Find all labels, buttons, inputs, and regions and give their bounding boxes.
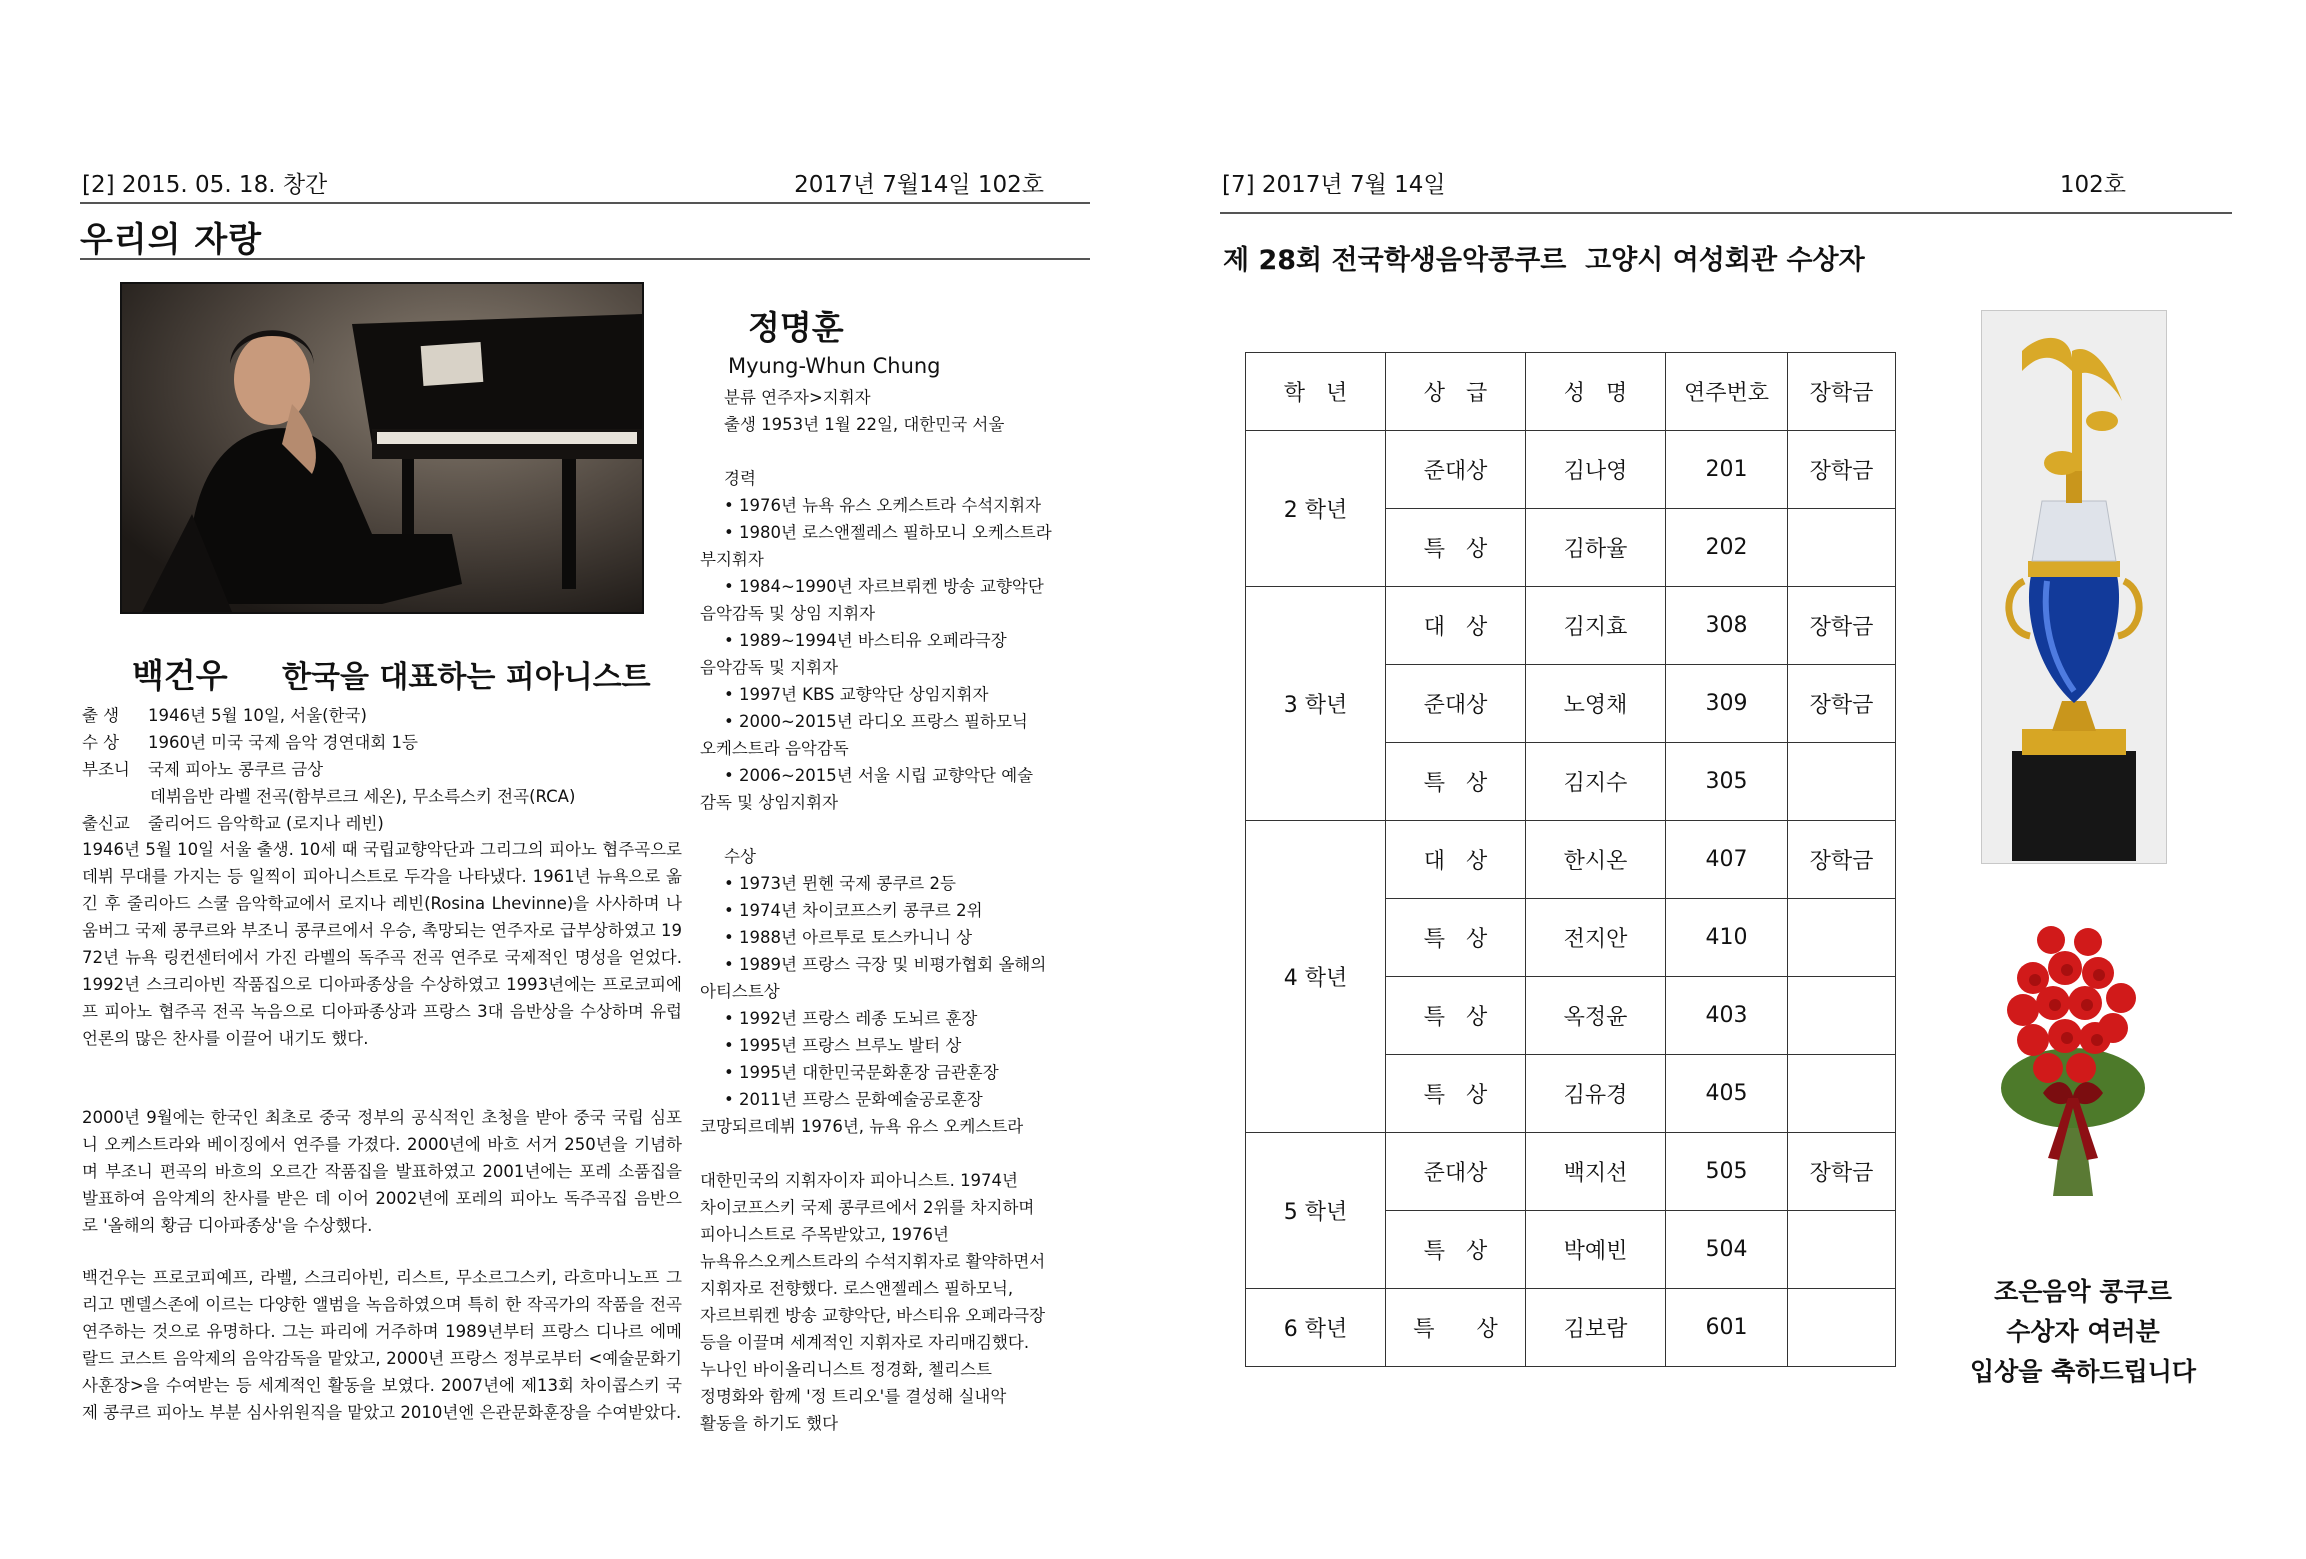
right-header-issue: 102호 xyxy=(2059,172,2126,198)
award-cell: 특 상 xyxy=(1386,899,1526,977)
congrats-line-2: 수상자 여러분 xyxy=(2006,1317,2160,1346)
info-row-debut: 데뷔음반 라벨 전곡(함부르크 세온), 무소륵스키 전곡(RCA) xyxy=(150,787,576,806)
scholarship-cell: 장학금 xyxy=(1788,1133,1896,1211)
name-cell: 한시온 xyxy=(1526,821,1666,899)
table-header-row xyxy=(1246,353,1896,431)
table-row xyxy=(1246,587,1896,665)
table-header-cell: 성 명 xyxy=(1526,353,1666,431)
table-row xyxy=(1246,821,1896,899)
bio-line: 지휘자로 전향했다. 로스앤젤레스 필하모닉, xyxy=(700,1279,1014,1298)
table-header-cell: 상 급 xyxy=(1386,353,1526,431)
name-cell: 노영채 xyxy=(1526,665,1666,743)
name-cell: 김지수 xyxy=(1526,743,1666,821)
scholarship-cell: 장학금 xyxy=(1788,821,1896,899)
career-list xyxy=(700,492,1080,816)
conductor-profile xyxy=(700,384,1080,1437)
grade-cell: 4 학년 xyxy=(1246,821,1386,1133)
name-cell: 김지효 xyxy=(1526,587,1666,665)
name-cell: 백지선 xyxy=(1526,1133,1666,1211)
conductor-debut: 코망되르데뷔 1976년, 뉴욕 유스 오케스트라 xyxy=(700,1117,1024,1136)
pianist-paragraph-1: 1946년 5월 10일 서울 출생. 10세 때 국립교향악단과 그리그의 피아노 협주곡으로 데뷔 무대를 가지는 등 일찍이 피아니스트로 두각을 나타냈다. 1961년 뉴욕으로 옮긴 후 줄리아드 스쿨 음악학교에서 로지나 레빈(Rosina Lhevinne)을 사사하며 나움버그 국제 콩쿠르와 부조니 콩쿠르에서 우승, 촉망되는 연주자로 급부상하였고 1972년 뉴욕 링컨센터에서 가진 라벨의 독주곡 전곡 연주로 국제적인 명성을 얻었다. 1992년 스크리아빈 작품집으로 디아파종상을 수상하였고 1993년에는 프로코피에프 피아노 협주곡 전곡 녹음으로 디아파종상과 프랑스 3대 음반상을 수상하며 유럽 언론의 많은 찬사를 이끌어 내기도 했다. xyxy=(82,840,682,1048)
award-item: • 1992년 프랑스 레종 도뇌르 훈장 xyxy=(724,1009,978,1028)
name-cell: 김보람 xyxy=(1526,1289,1666,1367)
scholarship-cell xyxy=(1788,1211,1896,1289)
congratulations-message xyxy=(1933,1272,2233,1392)
award-cell: 대 상 xyxy=(1386,821,1526,899)
conductor-birth: 출생 1953년 1월 22일, 대한민국 서울 xyxy=(724,415,1005,434)
grade-cell: 5 학년 xyxy=(1246,1133,1386,1289)
bio-line: 뉴욕유스오케스트라의 수석지휘자로 활약하면서 xyxy=(700,1252,1046,1271)
pianist-info xyxy=(82,702,682,837)
award-cell: 특 상 xyxy=(1386,1289,1526,1367)
bio-line: 자르브뤼켄 방송 교향악단, 바스티유 오페라극장 xyxy=(700,1306,1046,1325)
number-cell: 305 xyxy=(1666,743,1788,821)
table-header-cell: 연주번호 xyxy=(1666,353,1788,431)
conductor-bio xyxy=(700,1167,1080,1437)
pianist-paragraph-2: 2000년 9월에는 한국인 최초로 중국 정부의 공식적인 초청을 받아 중국 국립 심포니 오케스트라와 베이징에서 연주를 가졌다. 2000년에 바흐 서거 250년을 기념하며 부조니 편곡의 바흐의 오르간 작품집을 발표하였고 2001년에는 포레 소품집을 발표하여 음악계의 찬사를 받은 데 이어 2002년에 포레의 피아노 독주곡집 음반으로 '올해의 황금 디아파종상'을 수상했다. xyxy=(82,1108,682,1235)
left-header-date: [2] 2015. 05. 18. 창간 xyxy=(82,172,328,198)
table-row xyxy=(1246,1289,1896,1367)
award-item: • 1989년 프랑스 극장 및 비평가협회 올해의 xyxy=(724,955,1047,974)
name-cell: 박예빈 xyxy=(1526,1211,1666,1289)
scholarship-cell xyxy=(1788,509,1896,587)
right-header-date: [7] 2017년 7월 14일 xyxy=(1222,172,1446,198)
number-cell: 410 xyxy=(1666,899,1788,977)
award-cell: 대 상 xyxy=(1386,587,1526,665)
award-item: • 1988년 아르투로 토스카니니 상 xyxy=(724,928,973,947)
number-cell: 504 xyxy=(1666,1211,1788,1289)
congrats-line-1: 조은음악 콩쿠르 xyxy=(1994,1277,2172,1306)
trophy-image xyxy=(1981,310,2167,864)
career-item: • 1989~1994년 바스티유 오페라극장 xyxy=(724,631,1007,650)
right-page xyxy=(1153,0,2306,1559)
career-item: • 2006~2015년 서울 시립 교향악단 예술 xyxy=(724,766,1034,785)
conductor-name: 정명훈 xyxy=(748,308,844,347)
career-item: • 1980년 로스앤젤레스 필하모니 오케스트라 xyxy=(724,523,1052,542)
number-cell: 407 xyxy=(1666,821,1788,899)
grade-cell: 3 학년 xyxy=(1246,587,1386,821)
pianist-paragraph-3: 백건우는 프로코피예프, 라벨, 스크리아빈, 리스트, 무소르그스키, 라흐마니노프 그리고 멘델스존에 이르는 다양한 앨범을 녹음하였으며 특히 한 작곡가의 작품을 전곡 연주하는 것으로 유명하다. 그는 파리에 거주하며 1989년부터 프랑스 디나르 에메랄드 코스트 음악제의 음악감독을 맡았고, 2000년 프랑스 정부로부터 <예술문화기사훈장>을 수여받는 등 세계적인 활동을 보였다. 2007년에 제13회 차이콥스키 국제 콩쿠르 피아노 부분 심사위원직을 맡았고 2010년엔 은관문화훈장을 수여받았다. xyxy=(82,1268,682,1422)
award-cell: 특 상 xyxy=(1386,509,1526,587)
section-title: 우리의 자랑 xyxy=(80,212,1090,260)
award-item: • 1995년 대한민국문화훈장 금관훈장 xyxy=(724,1063,999,1082)
pianist-name: 백건우 xyxy=(132,656,228,695)
bio-line: 활동을 하기도 했다 xyxy=(700,1414,839,1433)
award-item: • 1974년 차이코프스키 콩쿠르 2위 xyxy=(724,901,983,920)
scholarship-cell: 장학금 xyxy=(1788,587,1896,665)
award-item: • 1973년 뮌헨 국제 콩쿠르 2등 xyxy=(724,874,956,893)
number-cell: 405 xyxy=(1666,1055,1788,1133)
career-item: 감독 및 상임지휘자 xyxy=(700,793,839,812)
award-cell: 특 상 xyxy=(1386,977,1526,1055)
bio-line: 대한민국의 지휘자이자 피아니스트. 1974년 xyxy=(700,1171,1018,1190)
name-cell: 김유경 xyxy=(1526,1055,1666,1133)
scholarship-cell xyxy=(1788,977,1896,1055)
competition-title: 제 28회 전국학생음악콩쿠르 고양시 여성회관 수상자 xyxy=(1223,245,1865,276)
congrats-line-3: 입상을 축하드립니다 xyxy=(1969,1357,2197,1386)
bio-line: 누나인 바이올리니스트 정경화, 첼리스트 xyxy=(700,1360,992,1379)
awards-label: 수상 xyxy=(724,847,756,866)
scholarship-cell xyxy=(1788,743,1896,821)
award-cell: 준대상 xyxy=(1386,665,1526,743)
award-item: • 1995년 프랑스 브루노 발터 상 xyxy=(724,1036,962,1055)
number-cell: 309 xyxy=(1666,665,1788,743)
career-label: 경력 xyxy=(724,469,756,488)
info-row-award: 수 상 1960년 미국 국제 음악 경연대회 1등 xyxy=(82,733,418,752)
name-cell: 전지안 xyxy=(1526,899,1666,977)
pianist-photo xyxy=(120,282,644,614)
info-row-school: 출신교 줄리어드 음악학교 (로지나 레빈) xyxy=(82,814,384,833)
scholarship-cell: 장학금 xyxy=(1788,665,1896,743)
award-cell: 준대상 xyxy=(1386,1133,1526,1211)
grade-cell: 6 학년 xyxy=(1246,1289,1386,1367)
number-cell: 403 xyxy=(1666,977,1788,1055)
award-cell: 준대상 xyxy=(1386,431,1526,509)
conductor-category: 분류 연주자>지휘자 xyxy=(724,388,871,407)
number-cell: 201 xyxy=(1666,431,1788,509)
career-item: 음악감독 및 지휘자 xyxy=(700,658,839,677)
awards-list xyxy=(700,870,1080,1113)
bio-line: 차이코프스키 국제 콩쿠르에서 2위를 차지하며 xyxy=(700,1198,1035,1217)
award-item: 아티스트상 xyxy=(700,982,780,1001)
left-page-header xyxy=(80,162,1090,204)
awards-table xyxy=(1245,352,1896,1367)
bio-line: 등을 이끌며 세계적인 지휘자로 자리매김했다. xyxy=(700,1333,1030,1352)
scholarship-cell xyxy=(1788,899,1896,977)
name-cell: 김나영 xyxy=(1526,431,1666,509)
bio-line: 정명화와 함께 '정 트리오'를 결성해 실내악 xyxy=(700,1387,1007,1406)
career-item: 음악감독 및 상임 지휘자 xyxy=(700,604,876,623)
scholarship-cell xyxy=(1788,1289,1896,1367)
number-cell: 308 xyxy=(1666,587,1788,665)
career-item: • 2000~2015년 라디오 프랑스 필하모닉 xyxy=(724,712,1028,731)
number-cell: 505 xyxy=(1666,1133,1788,1211)
scholarship-cell: 장학금 xyxy=(1788,431,1896,509)
number-cell: 202 xyxy=(1666,509,1788,587)
left-header-issue: 2017년 7월14일 102호 xyxy=(794,172,1044,198)
table-row xyxy=(1246,1133,1896,1211)
info-row-birth: 출 생 1946년 5월 10일, 서울(한국) xyxy=(82,706,367,725)
award-cell: 특 상 xyxy=(1386,1211,1526,1289)
table-row xyxy=(1246,431,1896,509)
career-item: • 1997년 KBS 교향악단 상임지휘자 xyxy=(724,685,989,704)
career-item: 부지휘자 xyxy=(700,550,764,569)
career-item: • 1984~1990년 자르브뤼켄 방송 교향악단 xyxy=(724,577,1044,596)
number-cell: 601 xyxy=(1666,1289,1788,1367)
bio-line: 피아니스트로 주목받았고, 1976년 xyxy=(700,1225,949,1244)
table-header-cell: 학 년 xyxy=(1246,353,1386,431)
grade-cell: 2 학년 xyxy=(1246,431,1386,587)
rose-bouquet-image xyxy=(1993,918,2153,1196)
table-header-cell: 장학금 xyxy=(1788,353,1896,431)
right-page-header xyxy=(1220,162,2232,214)
name-cell: 옥정윤 xyxy=(1526,977,1666,1055)
award-item: • 2011년 프랑스 문화예술공로훈장 xyxy=(724,1090,983,1109)
pianist-subtitle: 한국을 대표하는 피아니스트 xyxy=(282,660,651,695)
name-cell: 김하율 xyxy=(1526,509,1666,587)
info-row-busoni: 부조니 국제 피아노 콩쿠르 금상 xyxy=(82,760,324,779)
award-cell: 특 상 xyxy=(1386,1055,1526,1133)
career-item: 오케스트라 음악감독 xyxy=(700,739,849,758)
award-cell: 특 상 xyxy=(1386,743,1526,821)
career-item: • 1976년 뉴욕 유스 오케스트라 수석지휘자 xyxy=(724,496,1042,515)
conductor-latin-name: Myung-Whun Chung xyxy=(728,354,941,378)
scholarship-cell xyxy=(1788,1055,1896,1133)
